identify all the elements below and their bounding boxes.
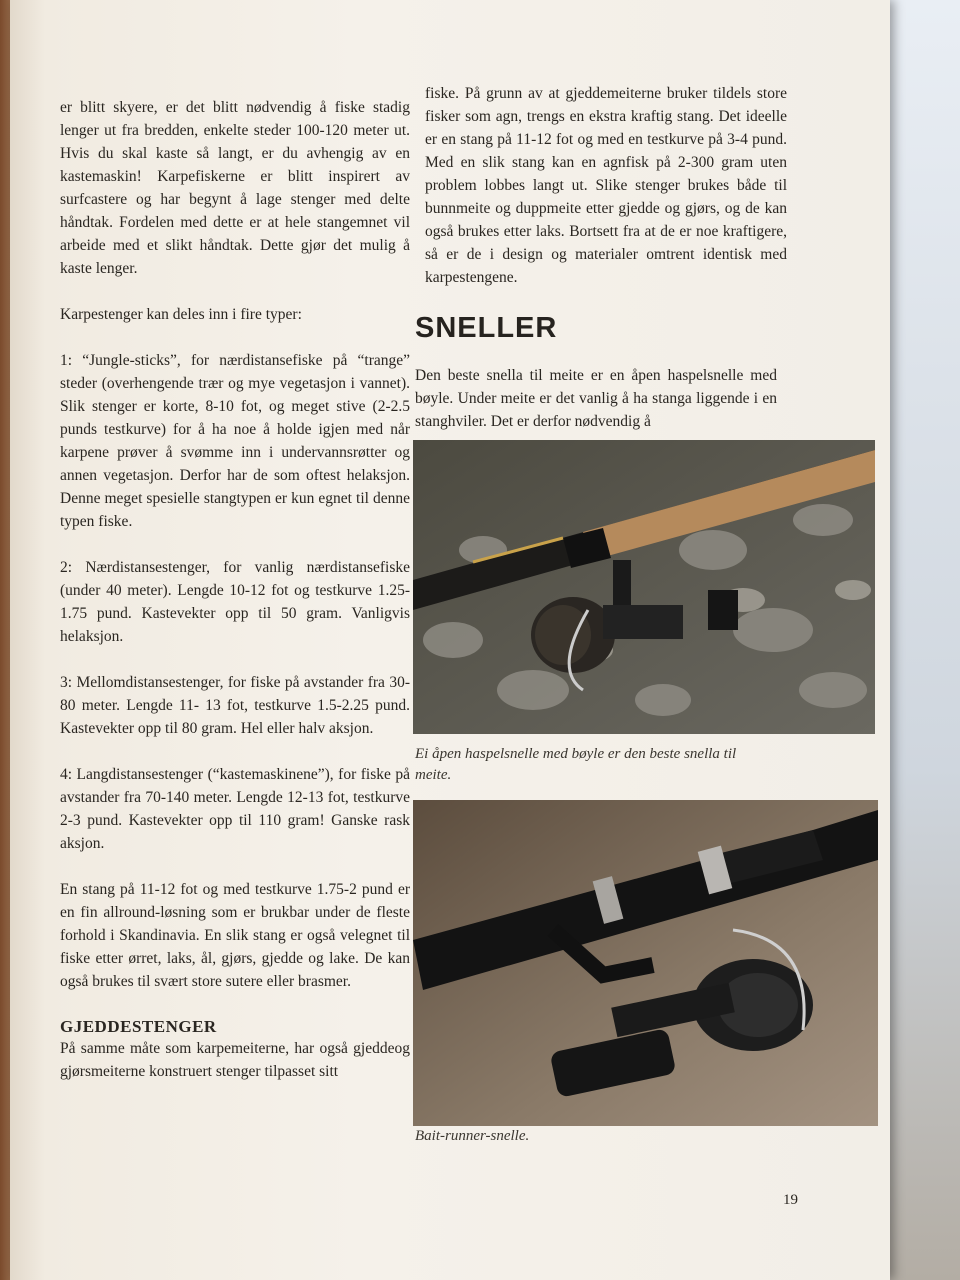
paragraph-allround: En stang på 11-12 fot og med testkurve 1.75-2 pund er en fin allround-løsning som er brukbar under de fleste forhold i Skandinavia. En slik stang er også velegnet til fiske etter ørret, laks, ål, gjørs, gjedde og lake. De kan også brukes til svært store sutere eller brasmer. — [60, 881, 410, 990]
paragraph-continuation: fiske. På grunn av at gjeddemeiterne bruker tildels store fisker som agn, trengs en ekstra kraftig stang. Det ideelle er en stang på 11-12 fot og med en testkurve på 3-4 pund. Med en slik stang kan en agnfisk på 2-300 gram uten problem lobbes langt ut. Slike stenger brukes både til bunnmeite og duppmeite etter gjedde og gjørs, og de kan også brukes etter laks. Bortsett fra at de er noe kraftigere, så er de i design og materialer omtrent identisk med karpestengene. — [425, 85, 787, 286]
caption-photo-1: Ei åpen haspelsnelle med bøyle er den beste snella til meite. — [415, 746, 737, 783]
paragraph-type-4: 4: Langdistansestenger (“kastemaskinene”), for fiske på avstander fra 70-140 meter. Lengde 12-13 fot, testkurve 2-3 pund. Kastevekter opp til 110 gram! Ganske rask aksjon. — [60, 766, 410, 852]
paragraph-type-1: 1: “Jungle-sticks”, for nærdistansefiske på “trange” steder (overhengende trær og mye vegetasjon i vannet). Slik stenger er korte, 8-10 fot, og meget stive (2-2.5 punds testkurve) for å ha noe å holde igjen med når karpene prøver å svømme inn i undervannsrøtter og annen vegetasjon. Derfor har de som oftest helaksjon. Denne meget spesielle stangtypen er kun egnet til denne typen fiske. — [60, 352, 410, 530]
caption-photo-2: Bait-runner-snelle. — [415, 1128, 530, 1144]
paragraph-intro: er blitt skyere, er det blitt nødvendig å fiske stadig lenger ut fra bredden, enkelte steder 100-120 meter ut. Hvis du skal kaste så langt, er du avhengig av en kastemaskin! Karpefiskerne er blitt inspirert av surfcastere og har begynt å lage stenger med delte håndtak. Fordelen med dette er at hele stangemnet vil arbeide med et slikt håndtak. Dette gjør det mulig å kaste lenger. — [60, 99, 410, 277]
photo-open-spinning-reel — [413, 440, 875, 734]
right-text-column — [425, 82, 787, 289]
paragraph-sneller-intro: Den beste snella til meite er en åpen haspelsnelle med bøyle. Under meite er det vanlig å ha stanga liggende i en stanghviler. Det er derfor nødvendig å — [415, 367, 777, 430]
paragraph-gjeddestenger: På samme måte som karpemeiterne, har også gjeddeog gjørsmeiterne konstruert stenger tilpasset sitt — [60, 1040, 410, 1080]
paragraph-types-lead: Karpestenger kan deles inn i fire typer: — [60, 306, 302, 323]
subheading-gjeddestenger: GJEDDESTENGER — [60, 1017, 217, 1036]
section-title-sneller: SNELLER — [415, 312, 558, 344]
paragraph-type-3: 3: Mellomdistansestenger, for fiske på avstander fra 30-80 meter. Lengde 11- 13 fot, testkurve 1.5-2.25 pund. Kastevekter opp til 80 gram. Hel eller halv aksjon. — [60, 674, 410, 737]
photo-bait-runner-reel — [413, 800, 878, 1126]
page-number: 19 — [783, 1192, 798, 1208]
paragraph-type-2: 2: Nærdistansestenger, for vanlig nærdistansefiske (under 40 meter). Lengde 10-12 fot og testkurve 1.25-1.75 pund. Kastevekter opp til 50 gram. Vanligvis helaksjon. — [60, 559, 410, 645]
left-text-column — [60, 96, 410, 1083]
